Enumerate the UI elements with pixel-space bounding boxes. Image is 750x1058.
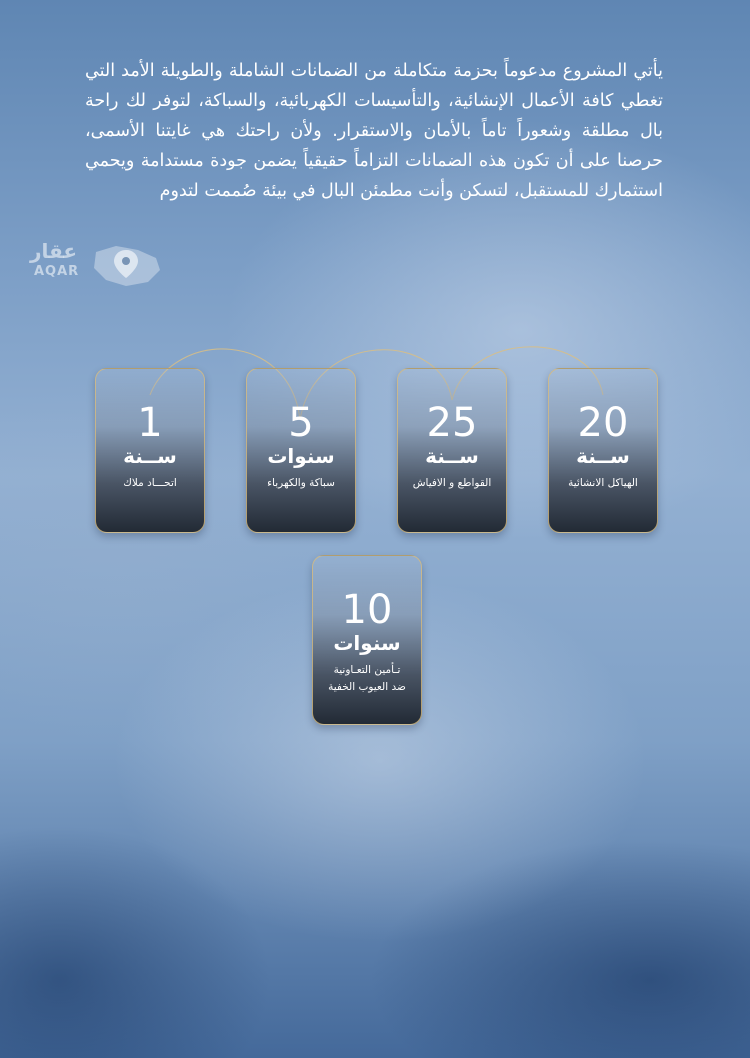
warranty-description: الهياكل الانشائية bbox=[568, 477, 638, 489]
warranty-description bbox=[317, 662, 417, 696]
warranty-intro-paragraph: يأتي المشروع مدعوماً بحزمة متكاملة من الضمانات الشاملة والطويلة الأمد التي تغطي كافة الأعمال الإنشائية، والتأسيسات الكهربائية، والسباكة، لتوفر لك راحة بال مطلقة وشعوراً تاماً بالأمان والاستقرار. ولأن راحتك هي غايتنا الأسمى، حرصنا على أن تكون هذه الضمانات التزاماً حقيقياً يضمن جودة مستدامة ويحمي استثمارك للمستقبل، لتسكن وأنت مطمئن البال في بيئة صُممت لتدوم bbox=[85, 61, 663, 201]
warranty-card-structure bbox=[548, 368, 658, 533]
warranty-years: 5 bbox=[288, 400, 314, 446]
warranty-unit: ســنة bbox=[576, 444, 630, 468]
map-pin-icon bbox=[86, 240, 166, 290]
warranty-unit: ســنة bbox=[123, 444, 177, 468]
warranty-years: 25 bbox=[426, 400, 478, 446]
warranty-years: 1 bbox=[137, 400, 163, 446]
warranty-card-insurance bbox=[312, 555, 422, 725]
warranty-card-owners-association bbox=[95, 368, 205, 533]
warranty-years: 10 bbox=[341, 587, 393, 633]
warranty-unit: سنوات bbox=[333, 631, 401, 655]
aqar-watermark bbox=[30, 240, 170, 290]
warranty-description: اتحـــاد ملاك bbox=[123, 477, 177, 489]
warranty-description: القواطع و الافياش bbox=[412, 477, 492, 489]
warranty-card-switches bbox=[397, 368, 507, 533]
warranty-description-line-1: تـأمين التعـاونية bbox=[333, 664, 401, 676]
warranty-description-line-2: ضد العيوب الخفية bbox=[328, 681, 406, 693]
warranty-unit: ســنة bbox=[425, 444, 479, 468]
warranty-years: 20 bbox=[577, 400, 629, 446]
warranty-description: سباكة والكهرباء bbox=[267, 477, 335, 489]
warranty-card-plumbing bbox=[246, 368, 356, 533]
aqar-watermark-latin: AQAR bbox=[34, 264, 80, 279]
aqar-watermark-arabic: عقار bbox=[30, 239, 78, 263]
warranty-unit: سنوات bbox=[267, 444, 335, 468]
